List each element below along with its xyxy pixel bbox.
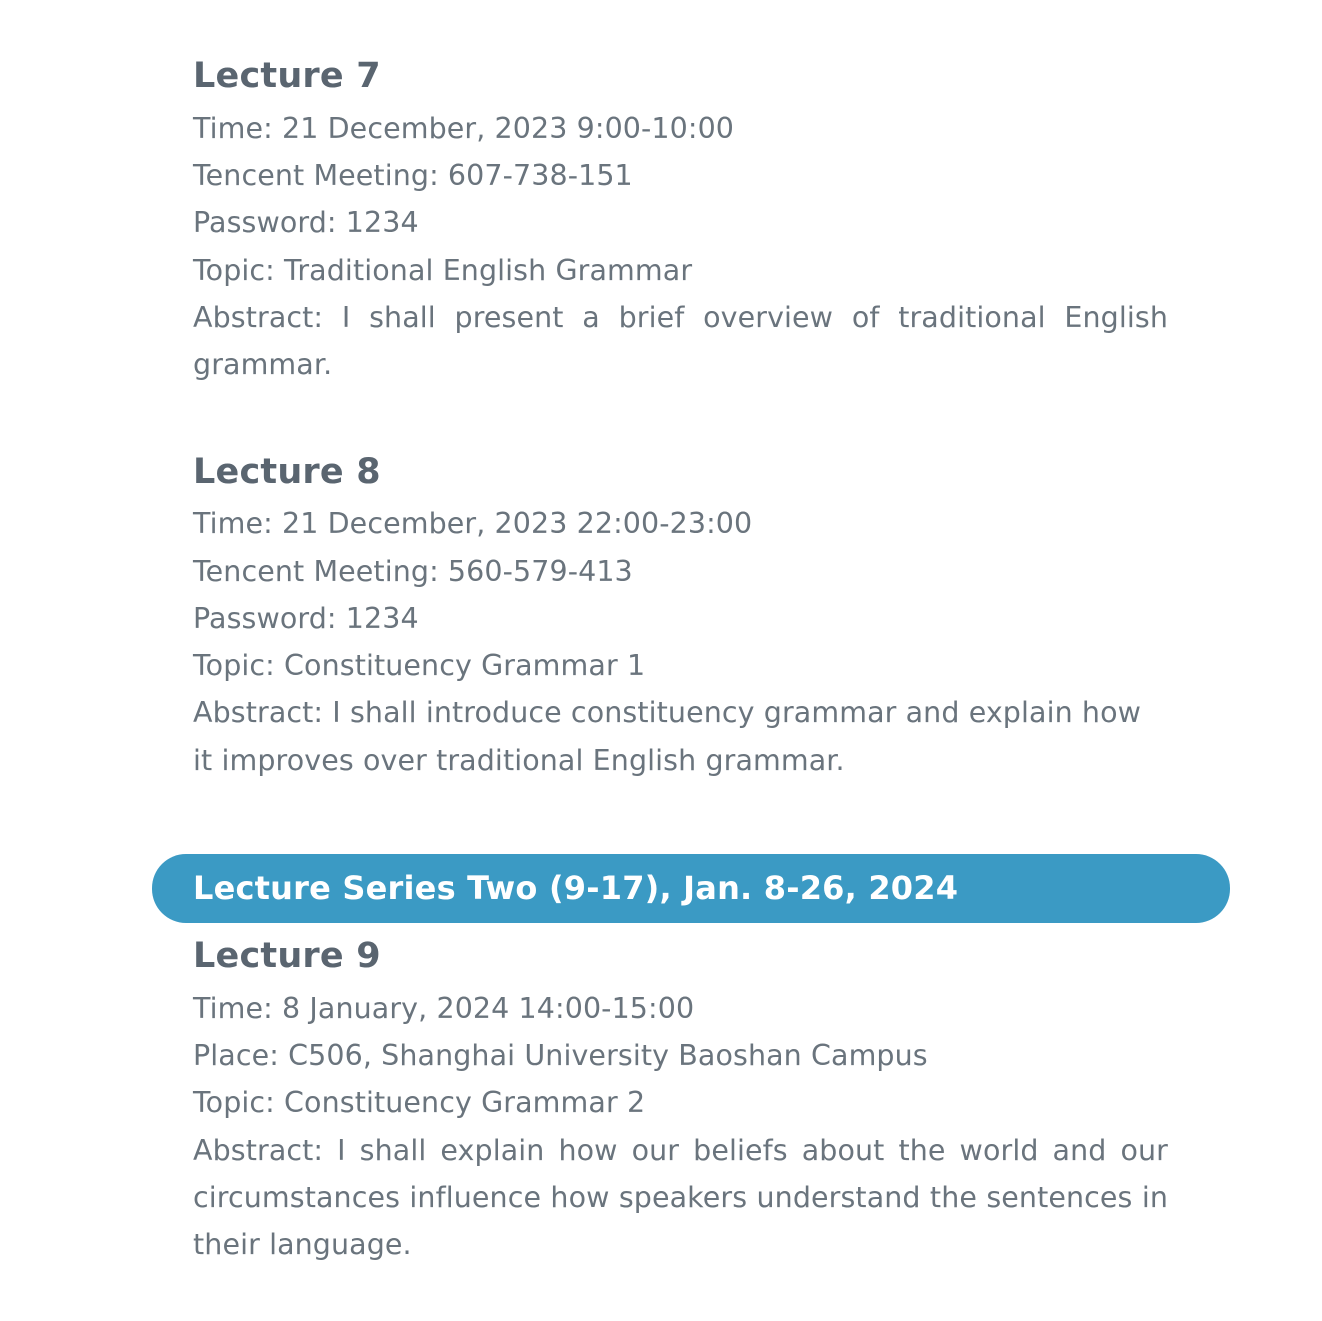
lecture-topic-9: Topic: Constituency Grammar 2 (193, 1086, 646, 1120)
lecture-block-8 (193, 451, 1222, 785)
lecture-time-7: Time: 21 December, 2023 9:00-10:00 (193, 111, 735, 145)
spacer-before-banner (193, 784, 1222, 854)
lecture-abstract-7: Abstract: I shall present a brief overview of traditional English grammar. (193, 300, 1168, 382)
lecture-series-banner: Lecture Series Two (9-17), Jan. 8-26, 2024 (152, 854, 1230, 923)
lecture-topic-7: Topic: Traditional English Grammar (193, 253, 693, 287)
spacer-after-banner (193, 923, 1222, 935)
lecture-abstract-8: Abstract: I shall introduce constituency grammar and explain how it improves over traditional English grammar. (193, 696, 1142, 777)
lecture-time-8: Time: 21 December, 2023 22:00-23:00 (193, 507, 753, 541)
lecture-abstract-9: Abstract: I shall explain how our beliefs about the world and our circumstances influence how speakers understand the sentences in their language. (193, 1133, 1168, 1262)
lecture-title-8: Lecture 8 (193, 451, 381, 492)
lecture-topic-8: Topic: Constituency Grammar 1 (193, 649, 646, 683)
lecture-meeting-7: Tencent Meeting: 607-738-151 (193, 159, 633, 193)
lecture-time-9: Time: 8 January, 2024 14:00-15:00 (193, 991, 695, 1025)
top-spacer (193, 0, 1222, 55)
lecture-title-9: Lecture 9 (193, 936, 381, 977)
lecture-password-8: Password: 1234 (193, 601, 419, 635)
lecture-block-9 (193, 935, 1222, 1269)
spacer-between-7-8 (193, 389, 1222, 451)
lecture-place-9: Place: C506, Shanghai University Baoshan Campus (193, 1039, 928, 1073)
lecture-meeting-8: Tencent Meeting: 560-579-413 (193, 554, 633, 588)
lecture-title-7: Lecture 7 (193, 56, 381, 96)
lecture-block-7 (193, 55, 1222, 389)
lecture-password-7: Password: 1234 (193, 206, 419, 240)
